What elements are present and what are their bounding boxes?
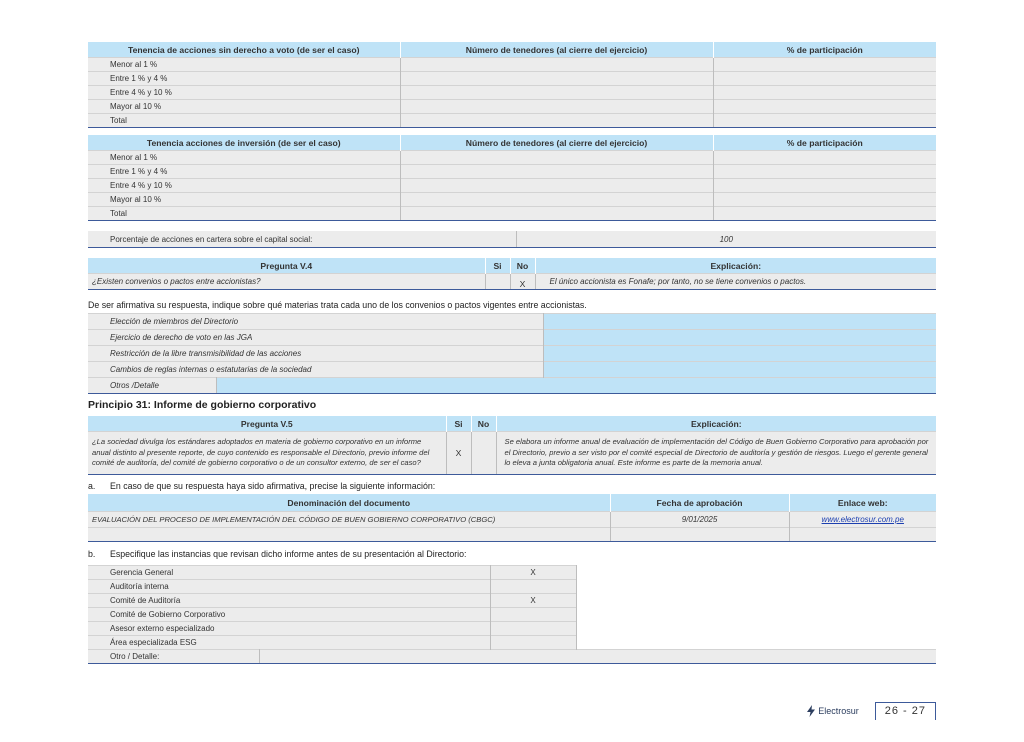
participacion-cell [713,100,936,114]
row-label: Entre 4 % y 10 % [88,179,400,193]
cartera-label: Porcentaje de acciones en cartera sobre el capital social: [88,231,516,248]
tenedores-cell [400,100,713,114]
table-row-total [88,207,936,221]
table-row [88,179,936,193]
participacion-cell [713,151,936,165]
column-header: Explicación: [496,416,936,432]
table-row [88,636,936,650]
table-header-row [88,494,936,512]
item-a-label: En caso de que su respuesta haya sido afirmativa, precise la siguiente información: [110,481,436,491]
column-header: No [510,258,535,274]
row-label: Otro / Detalle: [88,650,259,664]
column-header: Si [446,416,471,432]
tenedores-cell [400,207,713,221]
web-link[interactable]: www.electrosur.com.pe [821,515,904,524]
tenedores-cell [400,72,713,86]
item-b-bullet: b. [88,549,96,559]
pregunta-v4-table [88,258,936,290]
participacion-cell [713,72,936,86]
instancias-table [88,565,936,664]
si-mark: X [446,432,471,475]
section-heading: Principio 31: Informe de gobierno corporativo [88,399,317,411]
column-header: Si [485,258,510,274]
tenedores-cell [400,58,713,72]
table-row [88,608,936,622]
column-header: % de participación [713,135,936,151]
empty-cell [610,528,789,542]
table-row [88,362,936,378]
row-label: Otros /Detalle [88,378,216,394]
table-row [88,566,936,580]
row-label: Área especializada ESG [88,636,490,650]
detail-cell [259,650,936,664]
table-row [88,378,936,394]
row-label: Total [88,207,400,221]
no-mark: X [510,274,535,290]
table-row [88,314,936,330]
detail-cell [216,378,936,394]
tenedores-cell [400,114,713,128]
table-row [88,346,936,362]
detail-cell [543,330,936,346]
check-mark [490,622,576,636]
row-label: Menor al 1 % [88,58,400,72]
table-row [88,330,936,346]
page-number: 26 - 27 [875,702,936,720]
empty-cell [789,528,936,542]
detail-cell [543,346,936,362]
check-mark [490,608,576,622]
item-b-label: Especifique las instancias que revisan dicho informe antes de su presentación al Directorio: [110,549,467,559]
column-header: Pregunta V.4 [88,258,485,274]
tenedores-cell [400,179,713,193]
question-text: ¿Existen convenios o pactos entre accionistas? [88,274,485,290]
column-header: Número de tenedores (al cierre del ejercicio) [400,42,713,58]
table-row [88,580,936,594]
no-mark [471,432,496,475]
brand-logo [807,705,859,717]
table-row [88,594,936,608]
column-header: Pregunta V.5 [88,416,446,432]
column-header: Denominación del documento [88,494,610,512]
table-row [88,512,936,528]
table-row [88,165,936,179]
participacion-cell [713,165,936,179]
column-header: Explicación: [535,258,936,274]
column-header: Tenencia acciones de inversión (de ser el caso) [88,135,400,151]
question-text: ¿La sociedad divulga los estándares adoptados en materia de gobierno corporativo en un informe anual distinto al presente reporte, de cuyo contenido es responsable el Directorio, previo informe del comité de auditoría, del comité de gobierno corporativo o de un consultor externo, de ser el caso? [88,432,446,475]
table-header-row [88,416,936,432]
table-header-row [88,135,936,151]
tenedores-cell [400,193,713,207]
row-label: Entre 4 % y 10 % [88,86,400,100]
tenedores-cell [400,165,713,179]
row-label: Asesor externo especializado [88,622,490,636]
row-label: Entre 1 % y 4 % [88,165,400,179]
table-row [88,622,936,636]
item-a-bullet: a. [88,481,96,491]
acciones-cartera-table [88,231,936,248]
column-header: Tenencia de acciones sin derecho a voto (de ser el caso) [88,42,400,58]
table-row [88,231,936,248]
brand-name: Electrosur [818,706,859,716]
item-b-text [88,546,936,562]
check-mark [490,580,576,594]
table-row [88,151,936,165]
documento-table [88,494,936,542]
convenios-table [88,313,936,394]
row-label: Total [88,114,400,128]
row-label: Menor al 1 % [88,151,400,165]
table-row [88,100,936,114]
row-label: Ejercicio de derecho de voto en las JGA [88,330,543,346]
table-row [88,72,936,86]
item-a-text [88,478,936,494]
check-mark: X [490,594,576,608]
column-header: Enlace web: [789,494,936,512]
participacion-cell [713,207,936,221]
explanation-text: Se elabora un informe anual de evaluación de implementación del Código de Buen Gobierno Corporativo para aprobación por el Directorio, previo a ser visto por el comité especial de Directorio de auditoría y gestión de riesgos. Luego el gerente general lo eleva a junta obligatoria anual. Este informe es parte de la memoria anual. [496,432,936,475]
empty-cell [88,528,610,542]
row-label: Auditoría interna [88,580,490,594]
table-row [88,58,936,72]
detail-cell [543,362,936,378]
page-footer [807,702,936,720]
si-mark [485,274,510,290]
row-label: Gerencia General [88,566,490,580]
table-row [88,528,936,542]
cartera-value: 100 [516,231,936,248]
web-link-cell [789,512,936,528]
tenedores-cell [400,86,713,100]
column-header: No [471,416,496,432]
column-header: % de participación [713,42,936,58]
row-label: Cambios de reglas internas o estatutarias de la sociedad [88,362,543,378]
column-header: Fecha de aprobación [610,494,789,512]
detail-cell [543,314,936,330]
row-label: Elección de miembros del Directorio [88,314,543,330]
tenencia-sin-voto-table [88,42,936,128]
row-label: Comité de Auditoría [88,594,490,608]
participacion-cell [713,58,936,72]
participacion-cell [713,86,936,100]
participacion-cell [713,179,936,193]
tenencia-inversion-table [88,135,936,221]
lightning-bolt-icon [807,705,815,717]
approval-date: 9/01/2025 [610,512,789,528]
table-row [88,274,936,290]
table-row [88,650,936,664]
column-header: Número de tenedores (al cierre del ejercicio) [400,135,713,151]
row-label: Mayor al 10 % [88,100,400,114]
row-label: Comité de Gobierno Corporativo [88,608,490,622]
participacion-cell [713,114,936,128]
document-name: EVALUACIÓN DEL PROCESO DE IMPLEMENTACIÓN DEL CÓDIGO DE BUEN GOBIERNO CORPORATIVO (CBGC) [88,512,610,528]
explanation-text: El único accionista es Fonafe; por tanto, no se tiene convenios o pactos. [535,274,936,290]
tenedores-cell [400,151,713,165]
table-header-row [88,258,936,274]
table-row-total [88,114,936,128]
check-mark: X [490,566,576,580]
table-row [88,432,936,475]
table-row [88,86,936,100]
table-header-row [88,42,936,58]
row-label: Mayor al 10 % [88,193,400,207]
pregunta-v5-table [88,416,936,475]
participacion-cell [713,193,936,207]
convenios-intro: De ser afirmativa su respuesta, indique sobre qué materias trata cada uno de los convenios o pactos vigentes entre accionistas. [88,300,587,310]
table-row [88,193,936,207]
check-mark [490,636,576,650]
document-page [88,42,936,664]
row-label: Restricción de la libre transmisibilidad de las acciones [88,346,543,362]
row-label: Entre 1 % y 4 % [88,72,400,86]
